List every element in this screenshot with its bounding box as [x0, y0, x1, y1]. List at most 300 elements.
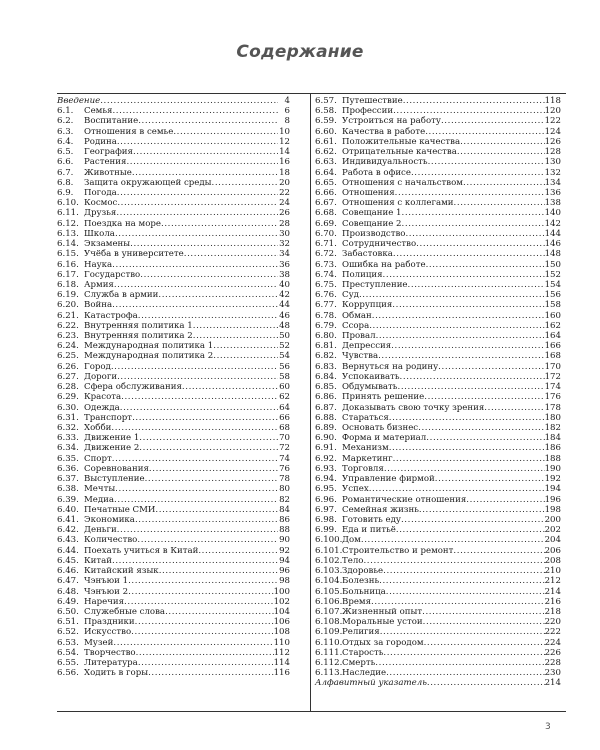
page-number: 3: [545, 722, 551, 732]
toc-leader-dots: [389, 413, 545, 423]
toc-entry-label: Космос: [84, 198, 118, 209]
toc-entry-page: 214: [544, 586, 561, 597]
toc-entry: [315, 668, 561, 678]
toc-leader-dots: [117, 188, 278, 198]
toc-entry-number: 6.90.: [315, 433, 337, 444]
toc-entry: [315, 587, 561, 597]
toc-leader-dots: [393, 106, 545, 116]
toc-leader-dots: [411, 168, 545, 178]
toc-entry: [315, 546, 561, 556]
toc-leader-dots: [386, 587, 545, 597]
toc-entry-label: Депрессия: [342, 341, 392, 352]
toc-entry-number: 6.38.: [57, 484, 79, 495]
toc-entry-number: 6.74.: [315, 269, 337, 280]
toc-entry-label: Чувства: [342, 351, 379, 362]
toc-entry-number: 6.96.: [315, 494, 337, 505]
toc-entry: [315, 239, 561, 249]
toc-entry-label: Романтические отношения: [342, 494, 467, 505]
toc-entry-label: Торговля: [342, 463, 384, 474]
toc-entry-page: 26: [279, 208, 290, 219]
toc-leader-dots: [398, 382, 545, 392]
toc-entry: [315, 423, 561, 433]
toc-leader-dots: [148, 668, 274, 678]
toc-leader-dots: [198, 546, 278, 556]
toc-leader-dots: [369, 484, 545, 494]
toc-entry: [315, 270, 561, 280]
toc-entry-page: 226: [544, 647, 561, 658]
toc-entry-number: 6.104.: [315, 576, 343, 587]
toc-leader-dots: [193, 331, 278, 341]
toc-entry: [315, 535, 561, 545]
toc-leader-dots: [424, 638, 545, 648]
toc-entry: [57, 607, 290, 617]
toc-entry-label: Болезнь: [342, 576, 380, 587]
toc-entry-page: 218: [544, 606, 561, 617]
toc-entry-label: Моральные устои: [342, 617, 423, 628]
toc-entry-page: 24: [279, 198, 290, 209]
toc-leader-dots: [435, 474, 545, 484]
toc-entry-label: Дом: [342, 535, 361, 546]
toc-entry: [57, 188, 290, 198]
toc-entry-page: 128: [544, 147, 561, 158]
toc-entry-number: 6.2.: [57, 116, 74, 127]
toc-entry: [315, 116, 561, 126]
toc-entry-page: 76: [279, 463, 290, 474]
toc-entry: [57, 464, 290, 474]
toc-entry-number: 6.70.: [315, 228, 337, 239]
toc-entry-label: Сотрудничество: [342, 239, 417, 250]
toc-leader-dots: [213, 351, 278, 361]
toc-entry-label: Служба в армии: [84, 290, 159, 301]
toc-entry-number: 6.16.: [57, 259, 79, 270]
toc-entry-number: 6.30.: [57, 402, 79, 413]
toc-entry-number: 6.42.: [57, 525, 79, 536]
toc-entry-label: Поехать учиться в Китай: [84, 545, 199, 556]
toc-entry: [57, 505, 290, 515]
toc-entry-label: Основать бизнес: [342, 423, 419, 433]
toc-entry-label: Совещание 2: [342, 218, 402, 229]
toc-entry-page: 158: [544, 300, 561, 311]
toc-entry-number: 6.35.: [57, 453, 79, 464]
table-of-contents: [57, 93, 566, 712]
toc-entry-number: 6.47.: [57, 576, 79, 587]
toc-entry: [57, 403, 290, 413]
toc-entry: [57, 627, 290, 637]
toc-entry-label: Творчество: [84, 647, 136, 658]
toc-entry-number: 6.79.: [315, 320, 337, 331]
toc-entry-label: Провал: [342, 331, 376, 342]
toc-entry-number: 6.72.: [315, 249, 337, 260]
toc-entry-label: Соревнования: [84, 463, 149, 474]
toc-entry: [57, 587, 290, 597]
toc-entry-page: 52: [279, 341, 290, 352]
toc-leader-dots: [139, 443, 278, 453]
toc-entry-number: 6.86.: [315, 392, 337, 403]
toc-entry-page: 162: [544, 320, 561, 331]
toc-leader-dots: [132, 168, 278, 178]
toc-leader-dots: [393, 454, 545, 464]
toc-entry-label: Семейная жизнь: [342, 504, 419, 515]
toc-entry: [315, 311, 561, 321]
toc-entry-page: 74: [279, 453, 290, 464]
toc-leader-dots: [114, 495, 278, 505]
toc-entry-page: 32: [279, 239, 290, 250]
toc-entry-label: Движение 1: [84, 433, 140, 444]
toc-entry-number: 6.46.: [57, 566, 79, 577]
toc-entry-label: Дороги: [84, 371, 118, 382]
toc-leader-dots: [100, 96, 278, 106]
toc-leader-dots: [428, 157, 545, 167]
toc-entry-label: Армия: [84, 279, 114, 290]
toc-entry-number: 6.71.: [315, 239, 337, 250]
toc-entry: [315, 321, 561, 331]
toc-entry-number: 6.58.: [315, 106, 337, 117]
toc-entry: [57, 454, 290, 464]
toc-leader-dots: [389, 443, 545, 453]
toc-entry-number: 6.92.: [315, 453, 337, 464]
toc-entry-number: 6.67.: [315, 198, 337, 209]
toc-entry: [315, 474, 561, 484]
toc-entry-label: Друзья: [84, 208, 117, 219]
toc-leader-dots: [132, 413, 278, 423]
toc-leader-dots: [376, 331, 545, 341]
toc-entry-label: Спорт: [84, 453, 112, 464]
toc-entry-label: Растения: [84, 157, 127, 168]
toc-entry: [315, 147, 561, 157]
toc-entry-label: Совещание 1: [342, 208, 402, 219]
toc-leader-dots: [393, 249, 545, 259]
toc-entry-page: 12: [279, 136, 290, 147]
toc-entry-label: Животные: [84, 167, 132, 178]
toc-entry-label: Поездка на море: [84, 218, 161, 229]
toc-leader-dots: [454, 198, 545, 208]
toc-entry-page: 196: [544, 494, 561, 505]
toc-entry: [57, 658, 290, 668]
toc-entry-number: 6.22.: [57, 320, 79, 331]
toc-entry-number: 6.110.: [315, 637, 343, 648]
toc-entry: [315, 576, 561, 586]
toc-entry-label: Школа: [84, 228, 115, 239]
toc-entry: [57, 443, 290, 453]
toc-entry: [315, 433, 561, 443]
toc-entry-number: 6.82.: [315, 351, 337, 362]
toc-entry-label: Еда и питьё: [342, 525, 396, 536]
toc-entry-page: 110: [273, 637, 290, 648]
toc-entry-number: 6.109.: [315, 627, 343, 638]
toc-leader-dots: [117, 372, 278, 382]
toc-entry-page: 138: [544, 198, 561, 209]
toc-entry-page: 90: [279, 535, 290, 546]
toc-leader-dots: [359, 290, 545, 300]
toc-entry-label: Смерть: [342, 658, 376, 669]
toc-leader-dots: [117, 525, 278, 535]
toc-entry-number: 6.55.: [57, 658, 79, 669]
toc-leader-dots: [371, 597, 545, 607]
toc-entry-page: 80: [279, 484, 290, 495]
toc-leader-dots: [112, 556, 278, 566]
toc-entry-number: 6.14.: [57, 239, 79, 250]
toc-left-column: [57, 96, 290, 678]
toc-entry: [57, 495, 290, 505]
toc-entry-page: 70: [279, 433, 290, 444]
toc-entry-label: Обдумывать: [342, 382, 398, 393]
toc-entry: [57, 576, 290, 586]
toc-entry-label: Транспорт: [84, 412, 133, 423]
toc-entry-label: Забастовка: [342, 249, 393, 260]
toc-entry-number: 6.64.: [315, 167, 337, 178]
column-divider: [310, 94, 311, 711]
toc-leader-dots: [139, 433, 278, 443]
toc-entry-label: Больница: [342, 586, 386, 597]
toc-entry-page: 64: [279, 402, 290, 413]
toc-leader-dots: [128, 576, 278, 586]
toc-entry: [57, 300, 290, 310]
toc-entry: [315, 168, 561, 178]
toc-leader-dots: [211, 178, 278, 188]
toc-entry-number: 6.95.: [315, 484, 337, 495]
toc-entry-label: Защита окружающей среды: [84, 177, 212, 188]
toc-entry-number: 6.83.: [315, 361, 337, 372]
toc-entry: [57, 168, 290, 178]
toc-leader-dots: [137, 535, 278, 545]
toc-entry: [57, 157, 290, 167]
toc-entry: [57, 341, 290, 351]
toc-entry-number: 6.91.: [315, 443, 337, 454]
toc-entry-page: 84: [279, 504, 290, 515]
toc-entry-label: Успех: [342, 484, 369, 495]
toc-leader-dots: [361, 535, 545, 545]
toc-entry-number: 6.48.: [57, 586, 79, 597]
toc-entry-page: 208: [544, 555, 561, 566]
toc-entry-page: 6: [284, 106, 290, 117]
toc-entry-label: Погода: [84, 187, 117, 198]
toc-entry: [315, 392, 561, 402]
toc-entry-number: 6.7.: [57, 167, 74, 178]
toc-leader-dots: [145, 474, 278, 484]
toc-entry-number: 6.39.: [57, 494, 79, 505]
toc-entry: [57, 525, 290, 535]
toc-entry-number: 6.101.: [315, 545, 343, 556]
toc-entry-number: 6.89.: [315, 423, 337, 433]
toc-entry: [315, 617, 561, 627]
toc-entry-number: 6.1.: [57, 106, 74, 117]
toc-entry-label: Обман: [342, 310, 372, 321]
toc-entry: [57, 597, 290, 607]
toc-leader-dots: [384, 464, 545, 474]
toc-entry-label: Форма и материал: [342, 433, 427, 444]
toc-entry-label: Успокаивать: [342, 371, 400, 382]
toc-entry: [57, 208, 290, 218]
toc-leader-dots: [424, 392, 544, 402]
toc-entry-label: Работа в офисе: [342, 167, 411, 178]
toc-leader-dots: [133, 147, 278, 157]
toc-entry: [315, 638, 561, 648]
toc-entry-page: 174: [544, 382, 561, 393]
toc-entry: [57, 106, 290, 116]
toc-entry-label: Путешествие: [342, 96, 403, 106]
toc-leader-dots: [138, 116, 278, 126]
toc-leader-dots: [466, 495, 544, 505]
toc-entry: [315, 157, 561, 167]
toc-entry: [57, 239, 290, 249]
toc-entry-page: 168: [544, 351, 561, 362]
toc-entry-label: Мечты: [84, 484, 116, 495]
toc-entry-number: 6.76.: [315, 290, 337, 301]
toc-entry-number: 6.108.: [315, 617, 343, 628]
toc-entry-page: 114: [273, 658, 290, 669]
toc-leader-dots: [158, 290, 278, 300]
toc-entry: [315, 413, 561, 423]
toc-entry-page: 202: [544, 525, 561, 536]
toc-entry-label: Красота: [84, 392, 122, 403]
toc-leader-dots: [111, 423, 278, 433]
toc-entry: [57, 311, 290, 321]
toc-entry: [315, 597, 561, 607]
toc-leader-dots: [193, 321, 278, 331]
toc-leader-dots: [161, 219, 278, 229]
toc-entry-label: Коррупция: [342, 300, 393, 311]
toc-entry-label: Доказывать свою точку зрения: [342, 402, 485, 413]
toc-entry-number: 6.105.: [315, 586, 343, 597]
toc-entry-label: Стараться: [342, 412, 389, 423]
toc-entry: [57, 219, 290, 229]
toc-entry: [57, 648, 290, 658]
toc-entry-page: 102: [273, 596, 290, 607]
toc-entry-number: 6.68.: [315, 208, 337, 219]
toc-entry-page: 54: [279, 351, 290, 362]
toc-entry-number: 6.29.: [57, 392, 79, 403]
toc-entry-label: Служебные слова: [84, 606, 166, 617]
toc-leader-dots: [128, 587, 274, 597]
toc-leader-dots: [408, 280, 545, 290]
toc-entry-number: 6.57.: [315, 96, 337, 106]
toc-leader-dots: [383, 648, 544, 658]
toc-entry-label: Внутренняя политика 1: [84, 320, 193, 331]
toc-leader-dots: [438, 362, 544, 372]
toc-entry-number: 6.59.: [315, 116, 337, 127]
toc-entry: [57, 116, 290, 126]
toc-leader-dots: [403, 96, 545, 106]
toc-leader-dots: [135, 617, 274, 627]
toc-entry-page: 98: [279, 576, 290, 587]
toc-entry-page: 216: [544, 596, 561, 607]
toc-entry: [315, 260, 561, 270]
toc-entry-number: 6.17.: [57, 269, 79, 280]
toc-leader-dots: [112, 106, 278, 116]
toc-entry-page: 50: [279, 331, 290, 342]
toc-entry-number: 6.66.: [315, 187, 337, 198]
toc-entry-number: 6.112.: [315, 658, 343, 669]
toc-entry-label: Катастрофа: [84, 310, 138, 321]
toc-entry-number: 6.33.: [57, 433, 79, 444]
toc-entry-label: Семья: [84, 106, 113, 117]
toc-entry-label: Чэнъюи 2: [84, 586, 129, 597]
toc-leader-dots: [372, 311, 545, 321]
toc-entry-page: 166: [544, 341, 561, 352]
toc-entry-number: 6.40.: [57, 504, 79, 515]
toc-entry-label: Одежда: [84, 402, 120, 413]
toc-entry: [315, 362, 561, 372]
toc-entry-number: 6.73.: [315, 259, 337, 270]
toc-leader-dots: [395, 188, 545, 198]
toc-leader-dots: [140, 270, 278, 280]
toc-entry-page: 14: [279, 147, 290, 158]
toc-entry-label: Отношения с начальством: [342, 177, 463, 188]
toc-leader-dots: [126, 157, 278, 167]
toc-entry-page: 38: [279, 269, 290, 280]
toc-entry-page: 40: [279, 279, 290, 290]
toc-leader-dots: [386, 668, 545, 678]
toc-entry-page: 44: [279, 300, 290, 311]
toc-entry-page: 46: [279, 310, 290, 321]
toc-entry-label: Производство: [342, 228, 406, 239]
toc-entry-page: 66: [279, 412, 290, 423]
toc-entry-label: Праздники: [84, 617, 135, 628]
toc-entry-page: 106: [273, 617, 290, 628]
toc-leader-dots: [116, 208, 278, 218]
toc-entry: [315, 219, 561, 229]
toc-entry-label: Количество: [84, 535, 138, 546]
toc-entry: [57, 137, 290, 147]
toc-entry-label: География: [84, 147, 133, 158]
toc-leader-dots: [396, 525, 545, 535]
toc-entry: [57, 433, 290, 443]
toc-entry: [315, 127, 561, 137]
toc-entry-label: Введение: [57, 96, 101, 106]
toc-entry-number: 6.63.: [315, 157, 337, 168]
toc-leader-dots: [453, 546, 544, 556]
toc-entry-number: 6.11.: [57, 208, 79, 219]
toc-entry-label: Профессии: [342, 106, 394, 117]
toc-entry-label: Механизм: [342, 443, 389, 454]
toc-entry-number: 6.113.: [315, 668, 343, 679]
toc-leader-dots: [138, 311, 278, 321]
toc-entry-page: 186: [544, 443, 561, 454]
toc-leader-dots: [112, 300, 278, 310]
toc-entry-page: 28: [279, 218, 290, 229]
toc-leader-dots: [383, 566, 544, 576]
toc-entry-label: Музей: [84, 637, 114, 648]
toc-entry-number: 6.77.: [315, 300, 337, 311]
toc-entry: [57, 362, 290, 372]
toc-entry-label: Печатные СМИ: [84, 504, 156, 515]
toc-entry-label: Литература: [84, 658, 138, 669]
toc-entry-label: Выступление: [84, 474, 145, 485]
toc-entry-page: 188: [544, 453, 561, 464]
toc-entry: [57, 474, 290, 484]
toc-entry-label: Устроиться на работу: [342, 116, 441, 127]
toc-entry-label: Сфера обслуживания: [84, 382, 182, 393]
toc-entry-label: Религия: [342, 627, 380, 638]
toc-entry-page: 142: [544, 218, 561, 229]
toc-leader-dots: [419, 505, 545, 515]
toc-entry: [315, 607, 561, 617]
toc-entry-label: Международная политика 2: [84, 351, 214, 362]
toc-entry: [57, 535, 290, 545]
toc-entry-page: 116: [273, 668, 290, 679]
toc-entry-label: Деньги: [84, 525, 117, 536]
toc-entry-number: 6.12.: [57, 218, 79, 229]
toc-entry-label: Маркетинг: [342, 453, 393, 464]
toc-entry-page: 86: [279, 514, 290, 525]
toc-entry-page: 68: [279, 423, 290, 433]
toc-leader-dots: [124, 597, 274, 607]
toc-leader-dots: [117, 198, 278, 208]
toc-entry-label: Преступление: [342, 279, 408, 290]
toc-entry-number: 6.88.: [315, 412, 337, 423]
toc-entry-page: 10: [279, 126, 290, 137]
toc-entry-number: 6.45.: [57, 555, 79, 566]
